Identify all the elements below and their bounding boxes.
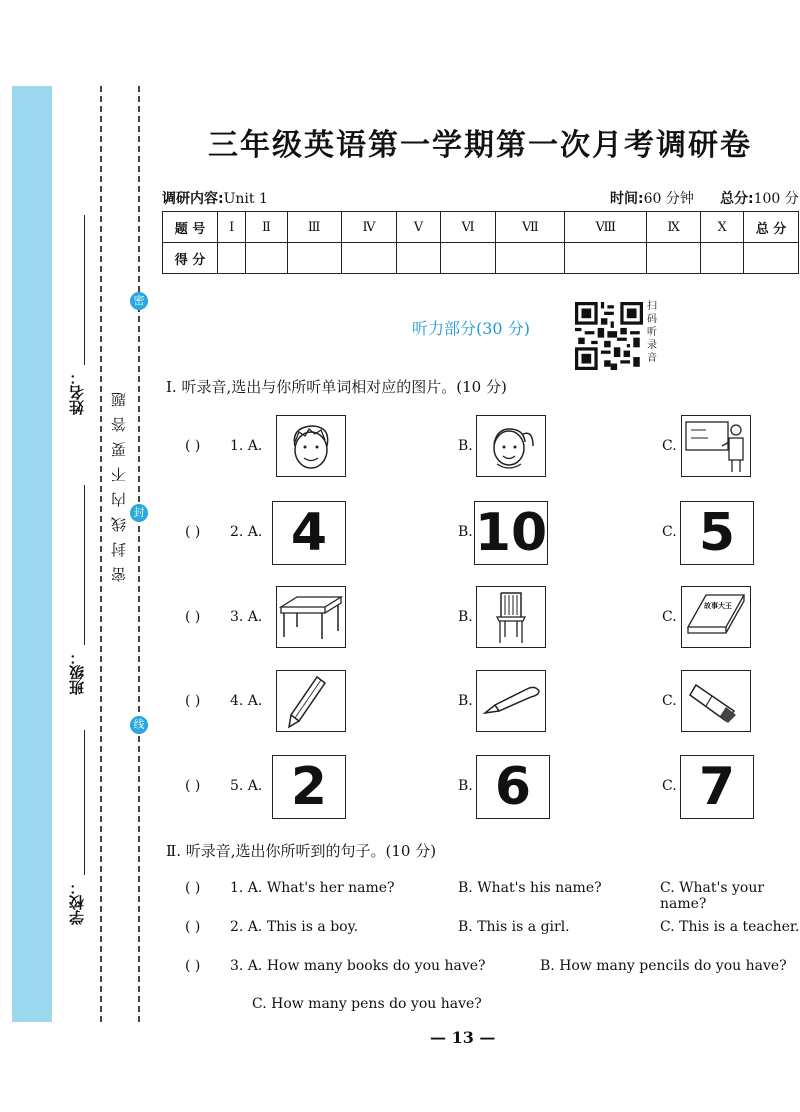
exam-time: 时间:60 分钟 — [610, 191, 694, 207]
q4-b: B. — [458, 693, 473, 709]
number-card-5[interactable]: 5 — [680, 501, 754, 565]
q1-label: 1. A. — [230, 438, 263, 454]
col-3: Ⅲ — [287, 212, 341, 243]
teacher-icon[interactable] — [681, 415, 751, 477]
score-cell[interactable] — [440, 243, 496, 274]
q3-label: 3. A. — [230, 609, 263, 625]
dashed-line-outer — [100, 86, 102, 1022]
section1-heading: Ⅰ. 听录音,选出与你所听单词相对应的图片。(10 分) — [166, 378, 507, 396]
girl-face-icon[interactable] — [476, 415, 546, 477]
score-cell[interactable] — [647, 243, 701, 274]
s2q1-b: B. What's his name? — [458, 880, 602, 896]
number-card-6[interactable]: 6 — [476, 755, 550, 819]
school-label: 学校： — [68, 880, 86, 925]
number-card-4[interactable]: 4 — [272, 501, 346, 565]
name-label: 姓名： — [68, 370, 86, 415]
score-cell[interactable] — [341, 243, 397, 274]
seal-mi: 密 — [130, 292, 148, 310]
answer-blank-q2[interactable]: ( ) — [185, 524, 201, 540]
desk-icon[interactable] — [276, 586, 346, 648]
answer-blank-q5[interactable]: ( ) — [185, 778, 201, 794]
answer-blank-q3[interactable]: ( ) — [185, 609, 201, 625]
score-cell[interactable] — [744, 243, 799, 274]
col-2: Ⅱ — [246, 212, 287, 243]
chair-icon[interactable] — [476, 586, 546, 648]
q1-c: C. — [662, 438, 677, 454]
boy-face-icon[interactable] — [276, 415, 346, 477]
answer-blank-s2q2[interactable]: ( ) — [185, 919, 201, 935]
score-cell[interactable] — [218, 243, 246, 274]
exam-title: 三年级英语第一学期第一次月考调研卷 — [208, 128, 752, 163]
q5-label: 5. A. — [230, 778, 263, 794]
score-cell[interactable] — [246, 243, 287, 274]
col-5: Ⅴ — [397, 212, 440, 243]
score-table-row-head: 题 号 — [163, 212, 218, 243]
score-cell[interactable] — [397, 243, 440, 274]
answer-blank-s2q3[interactable]: ( ) — [185, 958, 201, 974]
score-table-header-row — [163, 212, 799, 243]
listening-heading: 听力部分(30 分) — [412, 319, 530, 338]
col-6: Ⅵ — [440, 212, 496, 243]
score-cell[interactable] — [565, 243, 647, 274]
class-label: 班级： — [68, 650, 86, 695]
seal-feng: 封 — [130, 504, 148, 522]
exam-total: 总分:100 分 — [720, 191, 799, 207]
book-title: 故事大王 — [704, 601, 732, 610]
school-blank[interactable] — [84, 730, 85, 875]
score-cell[interactable] — [287, 243, 341, 274]
s2q3-c: C. How many pens do you have? — [252, 996, 482, 1012]
q2-label: 2. A. — [230, 524, 263, 540]
class-blank[interactable] — [84, 485, 85, 645]
s2q1-c: C. What's your name? — [660, 880, 765, 912]
name-blank[interactable] — [84, 215, 85, 365]
col-1: Ⅰ — [218, 212, 246, 243]
answer-blank-q1[interactable]: ( ) — [185, 438, 201, 454]
q4-label: 4. A. — [230, 693, 263, 709]
s2q2-b: B. This is a girl. — [458, 919, 570, 935]
score-table — [162, 211, 799, 274]
section2-heading: Ⅱ. 听录音,选出你所听到的句子。(10 分) — [166, 842, 437, 860]
dashed-line-inner — [138, 86, 140, 1022]
col-10: Ⅹ — [701, 212, 744, 243]
s2q1-a: 1. A. What's her name? — [230, 880, 395, 896]
storybook-image[interactable] — [681, 586, 751, 648]
q2-c: C. — [662, 524, 677, 540]
left-color-bar — [12, 86, 52, 1022]
qr-code-icon[interactable] — [575, 302, 643, 370]
number-card-2[interactable]: 2 — [272, 755, 346, 819]
answer-blank-s2q1[interactable]: ( ) — [185, 880, 201, 896]
s2q3-a: 3. A. How many books do you have? — [230, 958, 486, 974]
score-cell[interactable] — [496, 243, 565, 274]
pencil-icon[interactable] — [276, 670, 346, 732]
score-row-head: 得 分 — [163, 243, 218, 274]
eraser-icon[interactable] — [681, 670, 751, 732]
book-icon — [682, 587, 750, 647]
col-9: Ⅸ — [647, 212, 701, 243]
answer-blank-q4[interactable]: ( ) — [185, 693, 201, 709]
s2q2-a: 2. A. This is a boy. — [230, 919, 359, 935]
q4-c: C. — [662, 693, 677, 709]
col-8: Ⅷ — [565, 212, 647, 243]
number-card-10[interactable]: 10 — [474, 503, 548, 563]
s2q3-b: B. How many pencils do you have? — [540, 958, 787, 974]
col-4: Ⅳ — [341, 212, 397, 243]
s2q2-c: C. This is a teacher. — [660, 919, 800, 935]
q3-c: C. — [662, 609, 677, 625]
q3-b: B. — [458, 609, 473, 625]
seal-xian: 线 — [130, 716, 148, 734]
score-cell[interactable] — [701, 243, 744, 274]
col-7: Ⅶ — [496, 212, 565, 243]
page-number: — 13 — — [430, 1028, 496, 1047]
number-card-7[interactable]: 7 — [680, 755, 754, 819]
qr-note: 扫码听录音 — [647, 301, 657, 364]
score-table-score-row — [163, 243, 799, 274]
col-total: 总 分 — [744, 212, 799, 243]
pen-icon[interactable] — [476, 670, 546, 732]
q5-c: C. — [662, 778, 677, 794]
q5-b: B. — [458, 778, 473, 794]
q2-b: B. — [458, 524, 473, 540]
q1-b: B. — [458, 438, 473, 454]
seal-line-note: 密封线内不要答题 — [110, 382, 128, 582]
exam-content: 调研内容:Unit 1 — [162, 191, 268, 207]
